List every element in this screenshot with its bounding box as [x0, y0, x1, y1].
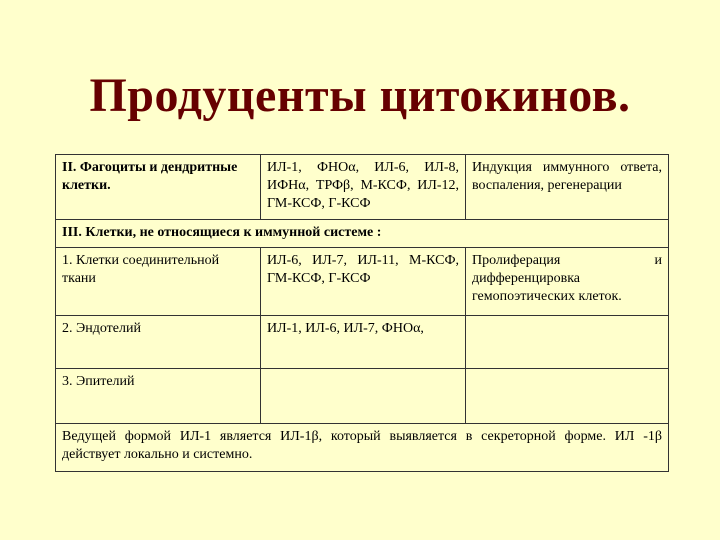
table-cell: 3. Эпителий	[56, 369, 261, 424]
table-row	[56, 155, 669, 220]
table-cell: ИЛ-1, ФНОα, ИЛ-6, ИЛ-8, ИФНα, ТРФβ, М-КСФ, ИЛ-12, ГМ-КСФ, Г-КСФ	[261, 155, 466, 220]
footnote-cell: Ведущей формой ИЛ-1 является ИЛ-1β, который выявляется в секреторной форме. ИЛ -1β действует локально и системно.	[56, 424, 669, 472]
table-row	[56, 369, 669, 424]
section-heading-cell: III. Клетки, не относящиеся к иммунной системе :	[56, 220, 669, 248]
table-cell	[466, 369, 669, 424]
table-cell: 1. Клетки соединительной ткани	[56, 248, 261, 316]
table-cell: 2. Эндотелий	[56, 316, 261, 369]
table-cell: II. Фагоциты и дендритные клетки.	[56, 155, 261, 220]
table-row	[56, 248, 669, 316]
cytokine-producers-table	[55, 154, 669, 472]
table-row	[56, 220, 669, 248]
table-cell: Пролиферация и дифференцировка гемопоэтических клеток.	[466, 248, 669, 316]
table-cell: Индукция иммунного ответа, воспаления, регенерации	[466, 155, 669, 220]
table-cell: ИЛ-6, ИЛ-7, ИЛ-11, М-КСФ, ГМ-КСФ, Г-КСФ	[261, 248, 466, 316]
table-row	[56, 316, 669, 369]
table-row	[56, 424, 669, 472]
table-cell	[261, 369, 466, 424]
page-title: Продуценты цитокинов.	[89, 69, 631, 122]
table-cell	[466, 316, 669, 369]
table-cell: ИЛ-1, ИЛ-6, ИЛ-7, ФНОα,	[261, 316, 466, 369]
